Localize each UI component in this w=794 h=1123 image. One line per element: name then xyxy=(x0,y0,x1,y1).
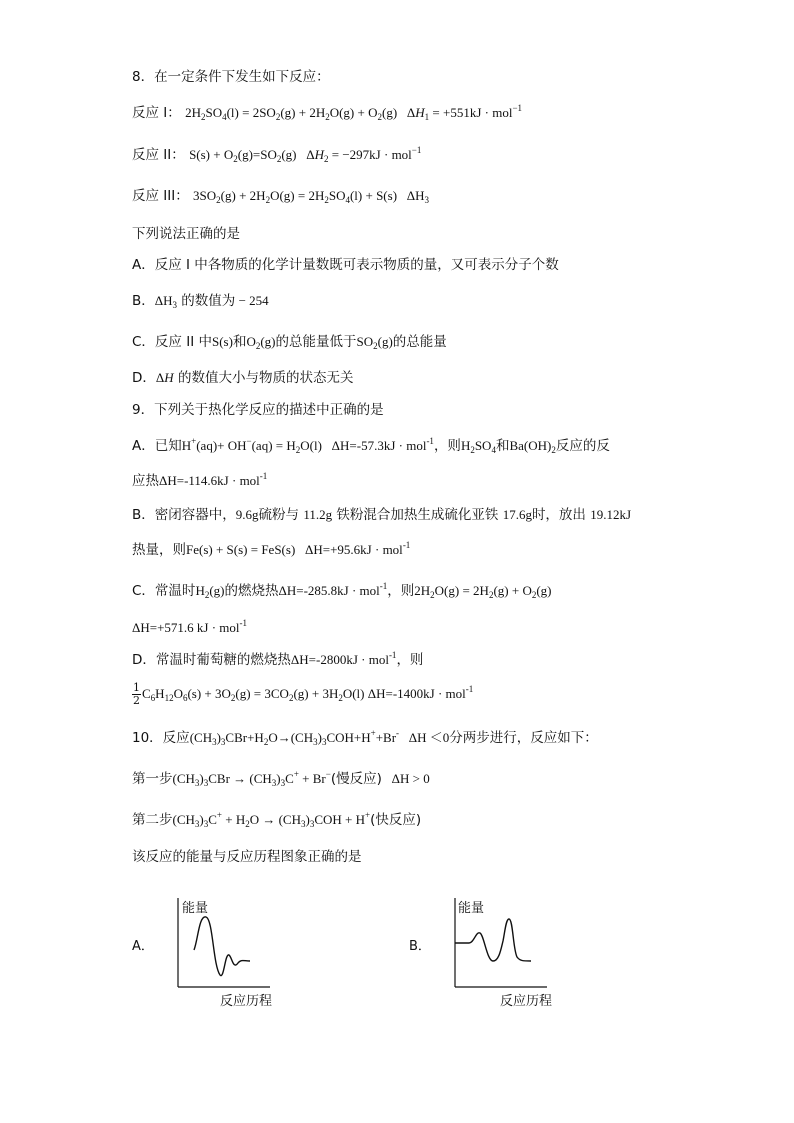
graph-b-energy-diagram xyxy=(447,895,557,995)
fraction-one-half: $\frac{1}{2}$ xyxy=(133,681,140,707)
q10-step1: 第一步$(CH_3)_3CBr \to (CH_3)_3C^+ + Br^-$(慢反应) ΔH > 0 xyxy=(132,769,430,788)
q9-option-a-line2: 应热ΔH=-114.6kJ · mol$^{-1}$ xyxy=(132,471,268,489)
q10-step2: 第二步$(CH_3)_3C^+ + H_2O \to (CH_3)_3COH + H^+$(快反应) xyxy=(132,810,422,829)
q8-ask: 下列说法正确的是 xyxy=(132,226,240,242)
graph-a-energy-diagram xyxy=(170,895,280,995)
q8-option-c: C．反应 II 中S(s)和$O_2(g)$的总能量低于$SO_2(g)$的总能量 xyxy=(132,334,447,351)
q9-option-a-line1: A．已知$H^+(aq)+ OH^-(aq) = H_2O(l) \Delta H=-57.3kJ \cdot mol^{-1}$，则$H_2SO_4$和$Ba(OH)_2$反应的反 xyxy=(132,436,610,455)
graph-a-curve xyxy=(194,917,250,976)
graph-a-xlabel: 反应历程 xyxy=(220,994,273,1009)
q10-ask: 该反应的能量与反应历程图象正确的是 xyxy=(132,849,362,865)
q10-stem: 10．反应$(CH_3)_3CBr+H_2O\to(CH_3)_3COH+H^++Br^-$ ΔH ＜0分两步进行，反应如下： xyxy=(132,728,598,747)
q9-stem: 9．下列关于热化学反应的描述中正确的是 xyxy=(132,402,384,418)
q8-reaction-3: 反应 III： $3SO_2(g) + 2H_2O(g) = 2H_2SO_4(l) + S(s)$ $\Delta H_3$ xyxy=(132,188,430,205)
graph-a-ylabel: 能量 xyxy=(182,901,209,916)
graph-b-xlabel: 反应历程 xyxy=(500,994,553,1009)
q8-option-a: A．反应 I 中各物质的化学计量数既可表示物质的量，又可表示分子个数 xyxy=(132,257,559,273)
q9-option-c-line2: ΔH=+571.6 kJ · mol$^{-1}$ xyxy=(132,618,248,635)
q8-reaction-1: 反应 I： $2H_2SO_4(l) = 2SO_2(g) + 2H_2O(g) + O_2(g) \Delta H_1 = +551kJ \cdot mol^{-1}$ xyxy=(132,103,523,122)
graph-b-curve xyxy=(455,919,531,961)
q8-stem: 8．在一定条件下发生如下反应： xyxy=(132,69,330,85)
q8-r1-label: 反应 I： xyxy=(132,105,181,121)
q8-reaction-2: 反应 II： $S(s) + O_2(g)=SO_2(g) \Delta H_2 = -297kJ \cdot mol^{-1}$ xyxy=(132,145,422,164)
graph-b-ylabel: 能量 xyxy=(458,901,485,916)
q9-option-d-line2: $\frac{1}{2}$ $C_6H_{12}O_6(s) + 3O_2(g) = 3CO_2(g) + 3H_2O(l) \Delta H=-1400kJ \cdot mol^{-1}$ xyxy=(133,681,474,707)
graph-a-option: A． xyxy=(132,939,154,954)
graph-b-option: B． xyxy=(409,939,431,954)
q9-option-d-line1: D．常温时葡萄糖的燃烧热ΔH=-2800kJ · mol$^{-1}$，则 xyxy=(132,650,424,668)
q9-option-b-line1: B．密闭容器中，9.6g硫粉与 11.2g 铁粉混合加热生成硫化亚铁 17.6g时，放出 19.12kJ xyxy=(132,507,632,523)
q9-option-b-line2: 热量，则Fe(s) + S(s) = FeS(s) ΔH=+95.6kJ · mol$^{-1}$ xyxy=(132,540,411,558)
q8-option-b: B．$\Delta H_3$ 的数值为 − 254 xyxy=(132,293,269,310)
q9-option-c-line1: C．常温时$H_2(g)$的燃烧热ΔH=-285.8kJ · mol$^{-1}$，则$2H_2O(g) = 2H_2(g) + O_2(g)$ xyxy=(132,581,552,600)
q8-option-d: D．ΔH 的数值大小与物质的状态无关 xyxy=(132,370,354,386)
